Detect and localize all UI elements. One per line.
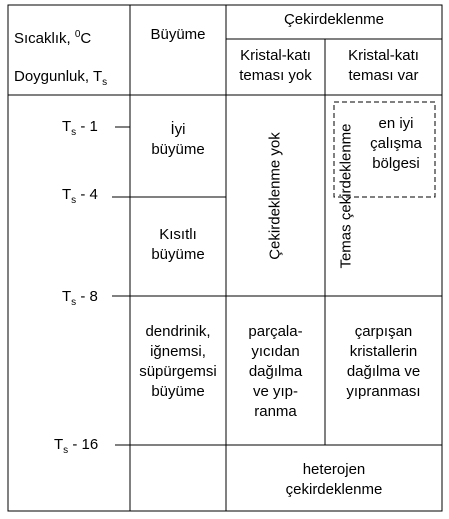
level-label-ts-8: $T_s - 8$ [62, 288, 98, 308]
no-nucleation-vertical-label: Çekirdeklenme yok [266, 132, 284, 260]
level-label-ts-16: $T_s - 16$ [54, 436, 99, 456]
fragmentation-cell: parçala- yıcıdan dağılma ve yıp- ranma [248, 323, 303, 420]
nucleation-header: Çekirdeklenme [283, 11, 385, 28]
growth-header: Büyüme [150, 26, 206, 43]
no-contact-header: Kristal-katı teması yok [239, 47, 312, 84]
best-zone-label: en iyi çalışma bölgesi [370, 115, 422, 172]
growth-limited-cell: Kısıtlı büyüme [151, 226, 205, 263]
level-label-ts-4: $T_s - 4$ [62, 186, 98, 206]
heterogeneous-cell: heterojen çekirdeklenme [285, 461, 383, 498]
growth-dendritic-cell: dendrinik, iğnemsi, süpürgemsi büyüme [139, 323, 217, 400]
temperature-header: Sıcaklık, $^0$C [14, 29, 92, 47]
collision-cell: çarpışan kristallerin dağılma ve yıpranması [346, 323, 421, 400]
contact-nucleation-vertical-label: Temas çekirdeklenme [337, 123, 355, 269]
level-label-ts-1: $T_s - 1$ [62, 118, 98, 138]
saturation-header: Doygunluk, $T_s$ [14, 68, 108, 88]
growth-good-cell: İyi büyüme [151, 121, 205, 158]
contact-header: Kristal-katı teması var [348, 47, 419, 84]
